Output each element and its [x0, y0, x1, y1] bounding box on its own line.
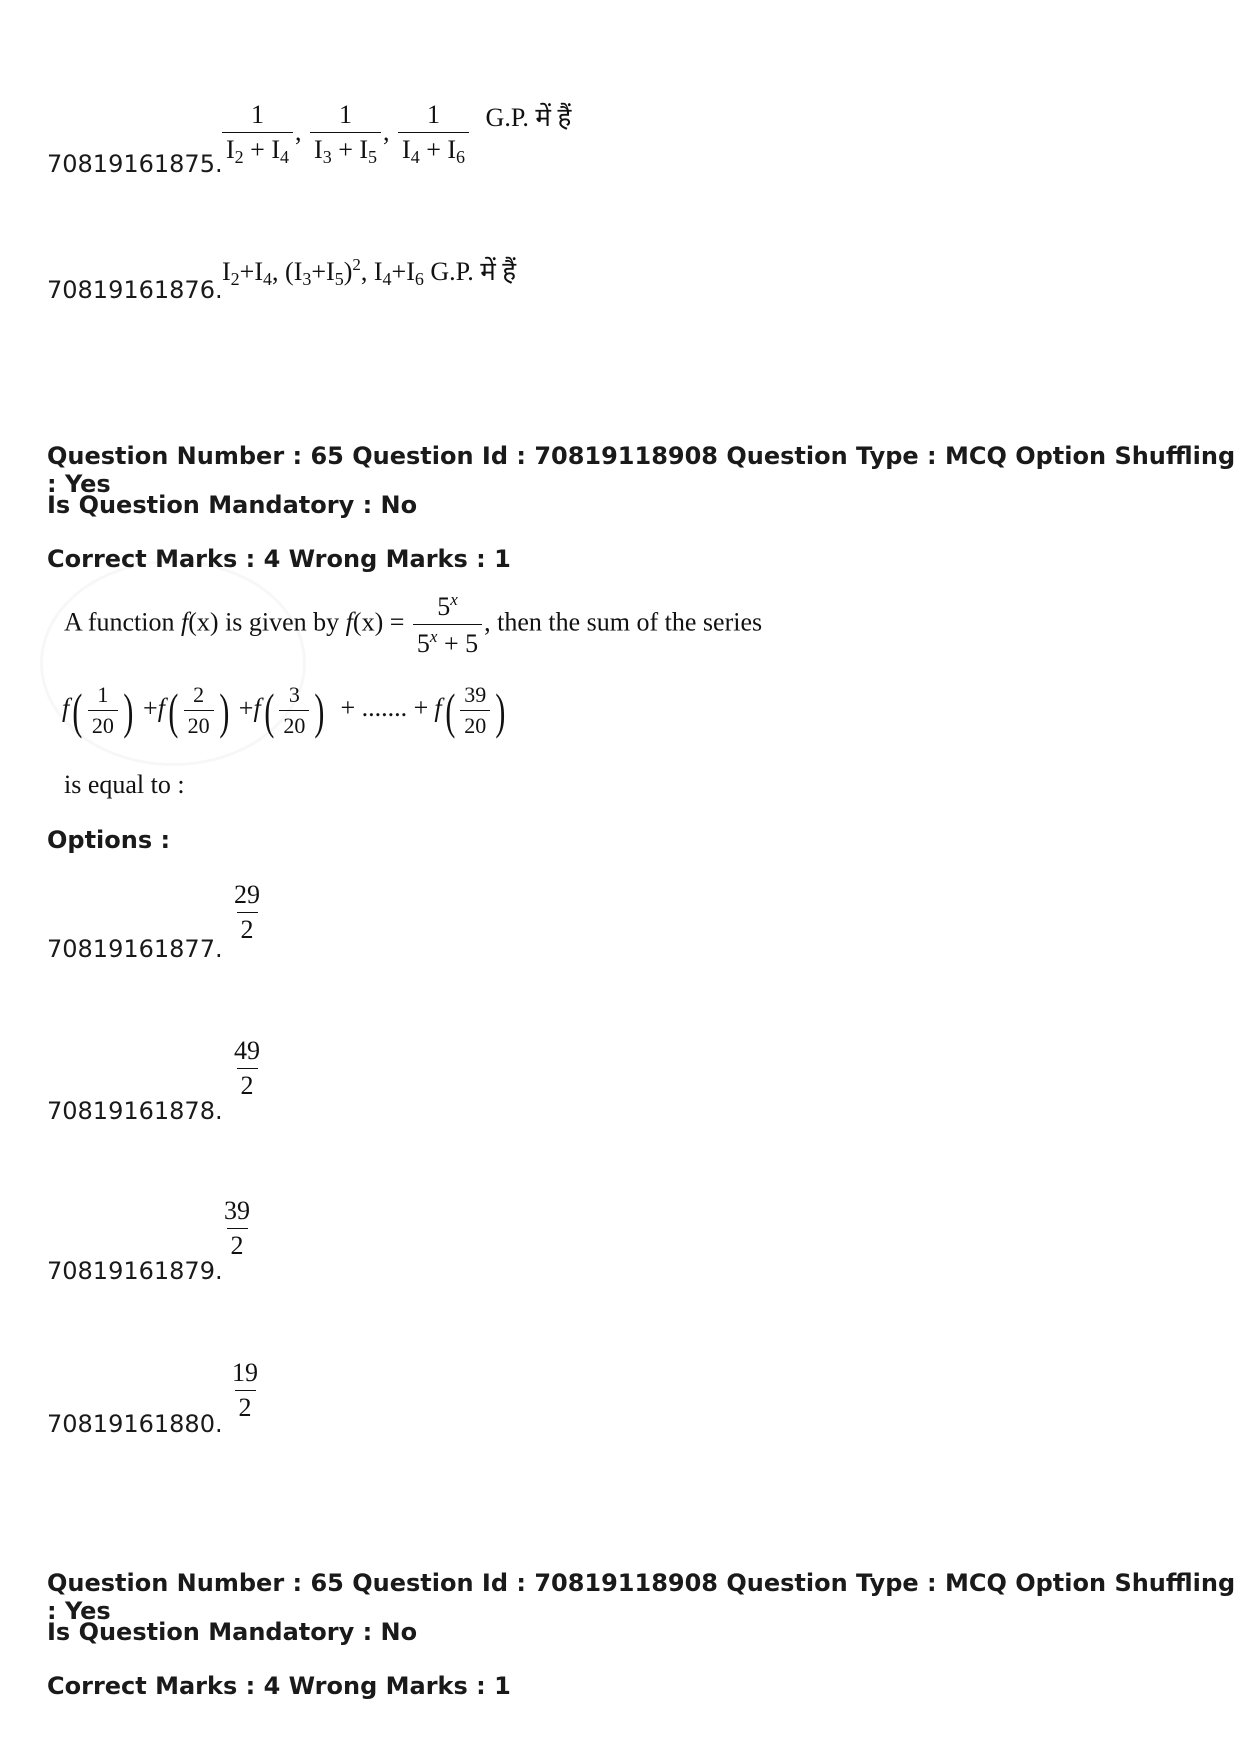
fraction: [310, 100, 381, 168]
question-meta: Question Number : 65 Question Id : 70819118908 Question Type : MCQ Option Shuffling : Yes: [47, 442, 1236, 498]
question-marks: Correct Marks : 4 Wrong Marks : 1: [47, 545, 511, 573]
denominator: $5^x + 5$: [413, 624, 482, 659]
option-answer[interactable]: [228, 880, 266, 945]
expression-suffix: G.P. में हैं: [485, 103, 572, 132]
fraction: $\frac{49}{2}$: [234, 1036, 260, 1100]
question-mandatory: Is Question Mandatory : No: [47, 1618, 418, 1646]
question-stem: A function f(x) is given by f(x) = $\frac{5^x}{5^x + 5}$ , then the sum of the series: [64, 590, 763, 658]
fraction: $\frac{3}{20}$: [279, 682, 309, 739]
fraction: $\frac{1}{20}$: [88, 682, 118, 739]
fraction: [398, 100, 469, 168]
question-stem-end: is equal to :: [64, 770, 185, 799]
option-number: 70819161878.: [47, 1097, 223, 1125]
numerator: 5$^x$: [437, 590, 458, 621]
option-number: 70819161879.: [47, 1257, 223, 1285]
option-expression: $I_2+I_4$, $(I_3+I_5)^2$, $I_4+I_6$ G.P. में हैं: [222, 255, 517, 289]
fraction: [413, 590, 482, 659]
option-answer[interactable]: [218, 1196, 256, 1261]
denominator: $I_4 + I_6$: [398, 132, 469, 168]
option-number: 70819161876.: [47, 276, 223, 304]
numerator: 1: [251, 100, 264, 130]
denominator: $I_3 + I_5$: [310, 132, 381, 168]
fraction: $\frac{29}{2}$: [234, 880, 260, 944]
options-label: Options :: [47, 826, 171, 854]
numerator: 1: [427, 100, 441, 130]
fraction: $\frac{39}{2}$: [224, 1196, 250, 1260]
fraction: $\frac{19}{2}$: [232, 1358, 258, 1422]
question-mandatory: Is Question Mandatory : No: [47, 491, 418, 519]
question-marks: Correct Marks : 4 Wrong Marks : 1: [47, 1672, 511, 1700]
question-meta: Question Number : 65 Question Id : 70819118908 Question Type : MCQ Option Shuffling : Yes: [47, 1569, 1236, 1625]
option-number: 70819161880.: [47, 1410, 223, 1438]
numerator: 1: [339, 100, 353, 130]
option-answer[interactable]: [226, 1358, 264, 1423]
option-number: 70819161877.: [47, 935, 223, 963]
fraction: [222, 100, 293, 168]
fraction: $\frac{39}{20}$: [460, 682, 490, 739]
expression-suffix: G.P. में हैं: [430, 257, 517, 286]
option-answer[interactable]: [228, 1036, 266, 1101]
series-expression: f( $\frac{1}{20}$ ) +f( $\frac{2}{20}$ ) +f( $\frac{3}{20}$ ) + ....... + f( $\frac{39}{20}$ ): [62, 682, 506, 739]
option-expression: $\frac{1}{I_2 + I_4}$ , $\frac{1}{I_3 + I_5}$ , $\frac{1}{I_4 + I_6}$ G.P. में हैं: [220, 98, 571, 168]
denominator: $I_2 + I_4$: [222, 132, 293, 168]
option-number: 70819161875.: [47, 150, 223, 178]
fraction: $\frac{2}{20}$: [184, 682, 214, 739]
